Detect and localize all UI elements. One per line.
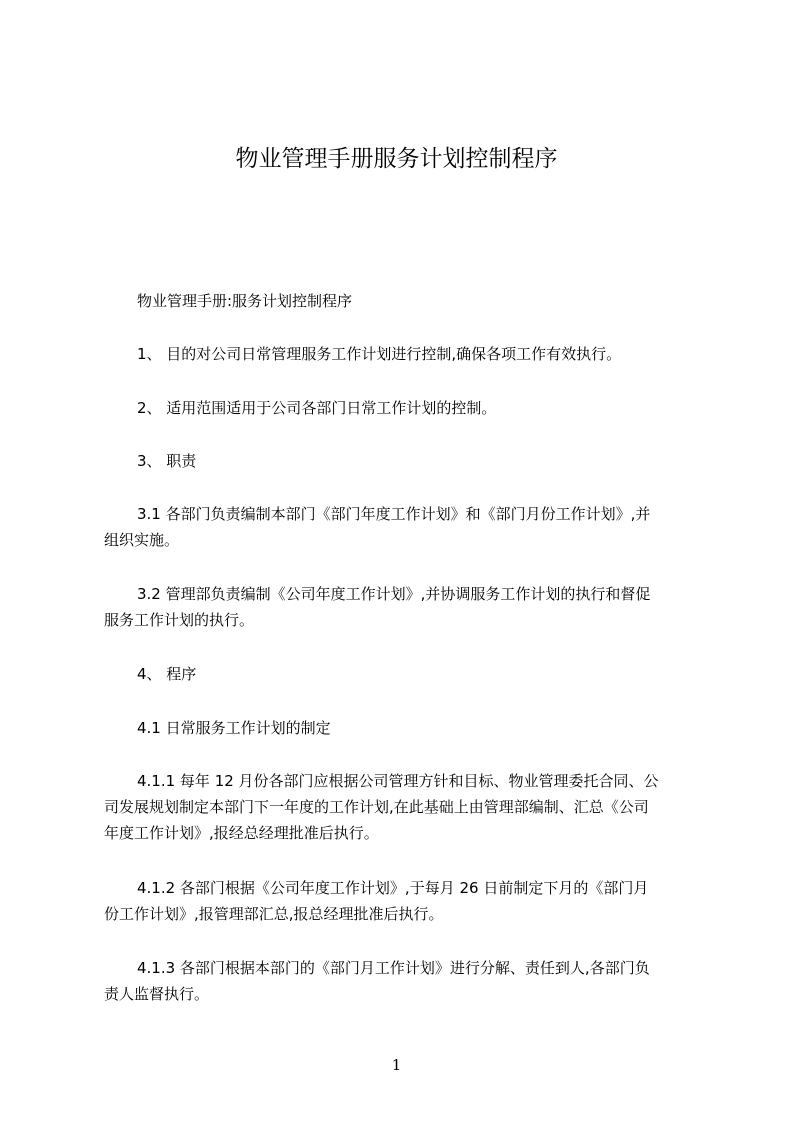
section-4-1-text: 4.1 日常服务工作计划的制定: [137, 719, 331, 737]
document-title: 物业管理手册服务计划控制程序: [235, 146, 558, 172]
section-1-text: 1、 目的对公司日常管理服务工作计划进行控制,确保各项工作有效执行。: [137, 345, 622, 363]
section-4-1-3-line-2: 责人监督执行。: [104, 985, 210, 1003]
section-4-1-3-line-1: 4.1.3 各部门根据本部门的《部门月工作计划》进行分解、责任到人,各部门负: [137, 959, 650, 977]
section-2-scope: [137, 395, 496, 421]
section-4-1: [137, 715, 331, 741]
section-4-1-1-line-1: 4.1.1 每年 12 月份各部门应根据公司管理方针和目标、物业管理委托合同、公: [137, 772, 659, 790]
section-3-2-line-2: 服务工作计划的执行。: [104, 611, 255, 629]
section-4-1-1-line-2: 司发展规划制定本部门下一年度的工作计划,在此基础上由管理部编制、汇总《公司: [104, 798, 649, 816]
section-3-1: [104, 501, 650, 553]
section-4-1-2: [104, 875, 648, 927]
page-number: 1: [391, 1056, 402, 1074]
section-2-text: 2、 适用范围适用于公司各部门日常工作计划的控制。: [137, 399, 497, 417]
section-3-text: 3、 职责: [137, 452, 197, 470]
section-1-purpose: [137, 341, 621, 367]
manual-heading-text: 物业管理手册:服务计划控制程序: [137, 292, 353, 310]
section-3-responsibility: [137, 448, 196, 474]
section-3-2: [104, 581, 650, 633]
section-4-1-3: [104, 955, 650, 1007]
section-3-2-line-1: 3.2 管理部负责编制《公司年度工作计划》,并协调服务工作计划的执行和督促: [137, 585, 651, 603]
section-4-procedure: [137, 661, 196, 687]
section-4-text: 4、 程序: [137, 665, 197, 683]
section-4-1-1-line-3: 年度工作计划》,报经总经理批准后执行。: [104, 824, 379, 842]
section-4-1-2-line-2: 份工作计划》,报管理部汇总,报总经理批准后执行。: [104, 905, 444, 923]
section-3-1-line-1: 3.1 各部门负责编制本部门《部门年度工作计划》和《部门月份工作计划》,并: [137, 505, 651, 523]
section-4-1-1: [104, 768, 659, 846]
section-3-1-line-2: 组织实施。: [104, 531, 180, 549]
section-4-1-2-line-1: 4.1.2 各部门根据《公司年度工作计划》,于每月 26 日前制定下月的《部门月: [137, 879, 649, 897]
manual-heading: [137, 288, 352, 314]
